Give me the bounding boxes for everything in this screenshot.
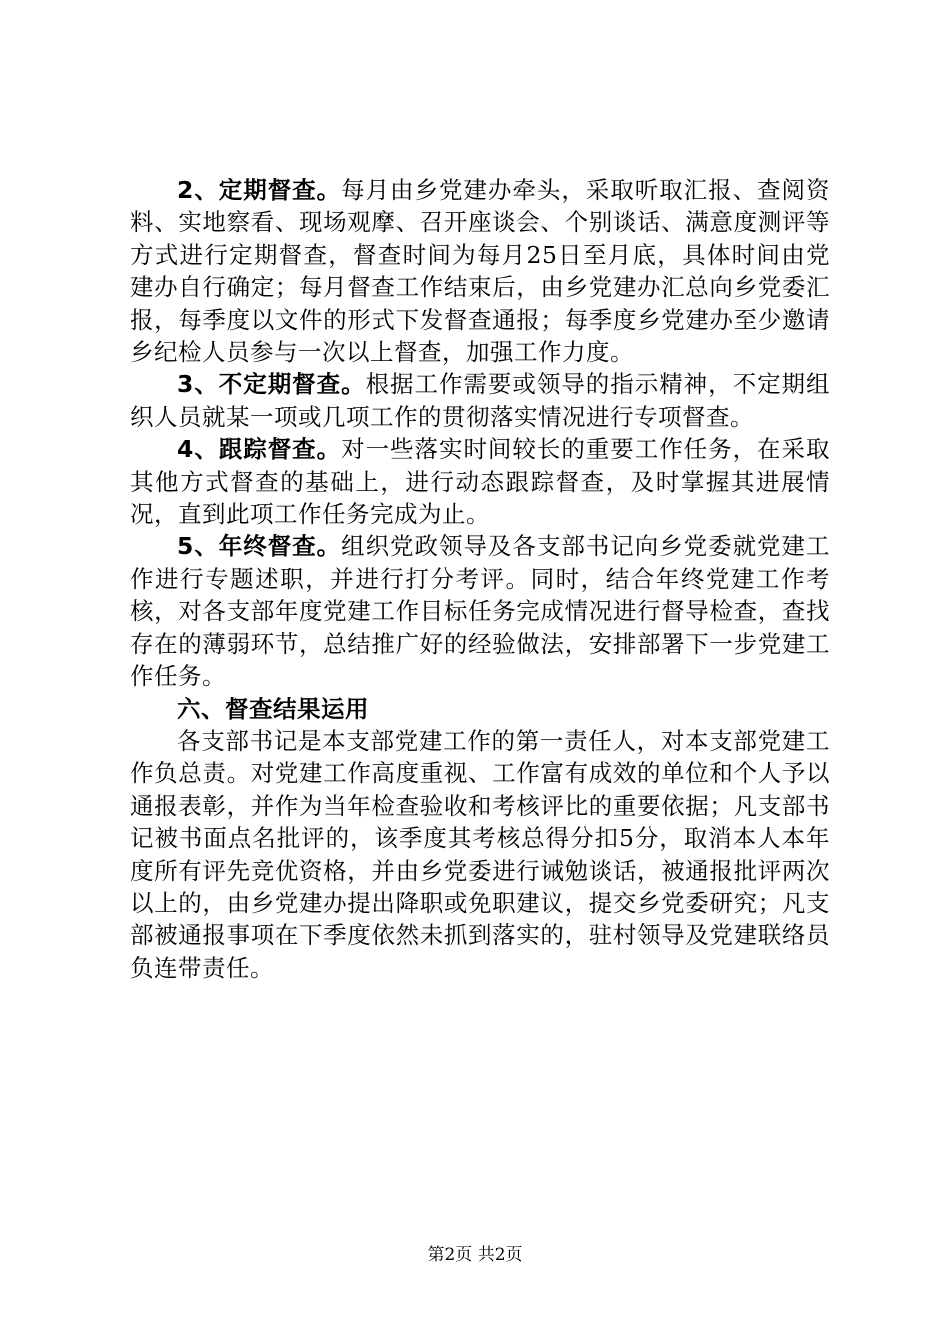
paragraph-lead: 4、跟踪督查。 xyxy=(177,435,342,464)
section-heading: 六、督查结果运用 xyxy=(177,694,369,723)
paragraph-irregular-inspection xyxy=(130,368,830,433)
page-number-footer: 第2页 共2页 xyxy=(427,1245,523,1265)
paragraph-text: 每月由乡党建办牵头，采取听取汇报、查阅资料、实地察看、现场观摩、召开座谈会、个别谈话、满意度测评等方式进行定期督查，督查时间为每月25日至月底，具体时间由党建办自行确定；每月督查工作结束后，由乡党建办汇总向乡党委汇报，每季度以文件的形式下发督查通报；每季度乡党建办至少邀请乡纪检人员参与一次以上督查，加强工作力度。 xyxy=(130,176,830,367)
paragraph-lead: 5、年终督查。 xyxy=(177,532,342,561)
paragraph-year-end-inspection xyxy=(130,530,830,692)
document-body xyxy=(130,174,830,984)
paragraph-text: 组织党政领导及各支部书记向乡党委就党建工作进行专题述职，并进行打分考评。同时，结合年终党建工作考核，对各支部年度党建工作目标任务完成情况进行督导检查，查找存在的薄弱环节，总结推广好的经验做法，安排部署下一步党建工作任务。 xyxy=(130,532,830,691)
paragraph-lead: 2、定期督查。 xyxy=(177,176,342,204)
paragraph-tracking-inspection xyxy=(130,433,830,530)
paragraph-result-application: 各支部书记是本支部党建工作的第一责任人，对本支部党建工作负总责。对党建工作高度重视、工作富有成效的单位和个人予以通报表彰，并作为当年检查验收和考核评比的重要依据；凡支部书记被书面点名批评的，该季度其考核总得分扣5分，取消本人本年度所有评先竞优资格，并由乡党委进行诫勉谈话，被通报批评两次以上的，由乡党建办提出降职或免职建议，提交乡党委研究；凡支部被通报事项在下季度依然未抓到落实的，驻村领导及党建联络员负连带责任。 xyxy=(130,726,830,982)
paragraph-periodic-inspection xyxy=(130,174,830,368)
paragraph-text: 根据工作需要或领导的指示精神，不定期组织人员就某一项或几项工作的贯彻落实情况进行专项督查。 xyxy=(130,370,830,431)
paragraph-lead: 3、不定期督查。 xyxy=(177,370,366,399)
paragraph-text: 对一些落实时间较长的重要工作任务，在采取其他方式督查的基础上，进行动态跟踪督查，及时掌握其进展情况，直到此项工作任务完成为止。 xyxy=(130,435,830,529)
